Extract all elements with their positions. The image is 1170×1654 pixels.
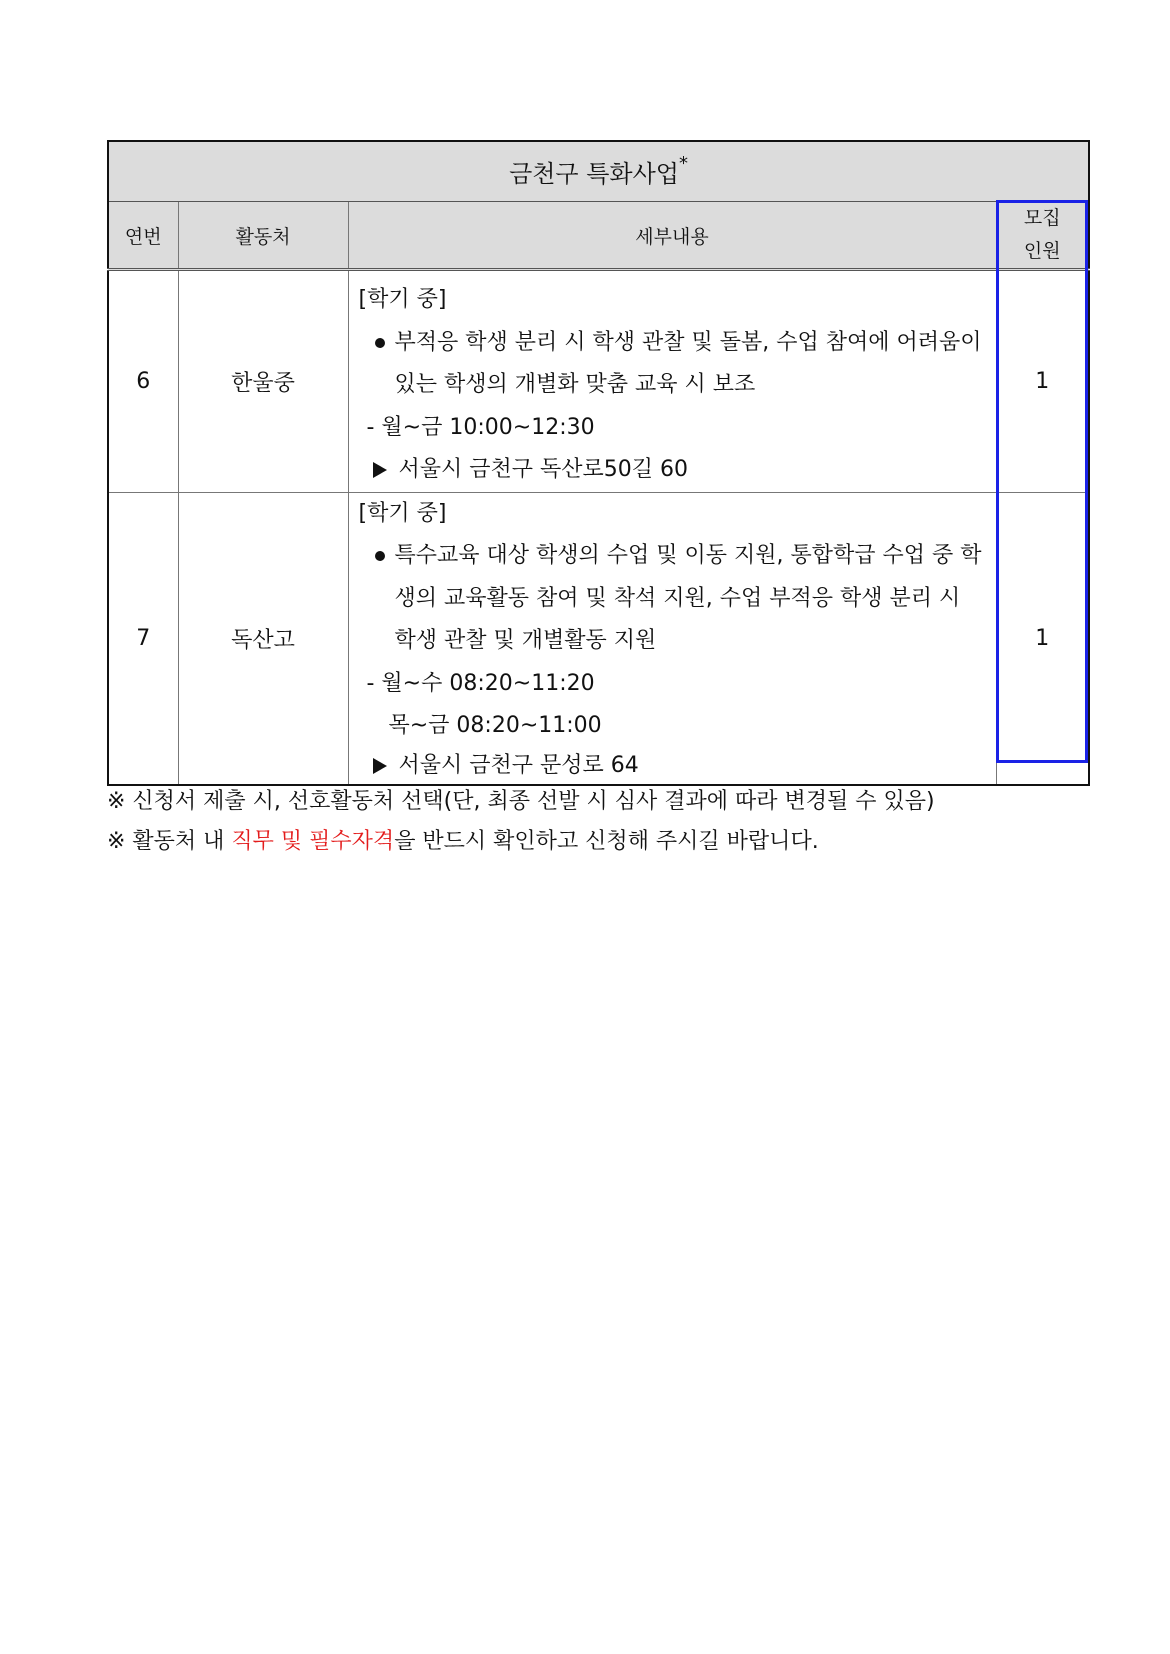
header-place: 활동처 [178,202,348,270]
header-recruit: 모집 인원 [996,202,1089,270]
table-header-row [108,202,1089,270]
note-qualification: ※ 활동처 내 직무 및 필수자격을 반드시 확인하고 신청해 주시길 바랍니다. [107,829,819,854]
title-asterisk: * [678,153,688,174]
note-emphasis: 직무 및 필수자격 [231,829,395,854]
row-no: 6 [108,270,178,493]
table-title-row [108,141,1089,202]
table-title: 금천구 특화사업* [108,141,1089,202]
note-selection: ※ 신청서 제출 시, 선호활동처 선택(단, 최종 선발 시 심사 결과에 따라 변경될 수 있음) [107,789,935,814]
detail-time: - 월~금 10:00~12:30 [366,414,595,440]
triangle-icon [373,758,387,774]
detail-bullet: 부적응 학생 분리 시 학생 관찰 및 돌봄, 수업 참여에 어려움이 있는 학생의 개별화 맞춤 교육 시 보조 [359,322,988,407]
row-detail [348,492,996,785]
detail-address: 서울시 금천구 문성로 64 [359,748,988,784]
table-row [108,270,1089,493]
header-no: 연번 [108,202,178,270]
detail-time: - 월~수 08:20~11:20 [366,670,595,696]
row-place: 독산고 [178,492,348,785]
detail-time-2: 목~금 08:20~11:00 [388,713,602,738]
notes [107,782,1107,862]
detail-term: [학기 중] [358,500,447,526]
detail-bullet: 특수교육 대상 학생의 수업 및 이동 지원, 통합학급 수업 중 학생의 교육활동 참여 및 착석 지원, 수업 부적응 학생 분리 시 학생 관찰 및 개별활동 지원 [359,535,988,663]
detail-address: 서울시 금천구 독산로50길 60 [359,449,988,492]
table-row [108,492,1089,785]
row-count: 1 [996,270,1089,493]
row-count: 1 [996,492,1089,785]
row-place: 한울중 [178,270,348,493]
detail-term: [학기 중] [358,287,447,312]
triangle-icon [373,462,387,478]
program-table [107,140,1090,786]
header-detail: 세부내용 [348,202,996,270]
row-detail [348,270,996,493]
row-no: 7 [108,492,178,785]
